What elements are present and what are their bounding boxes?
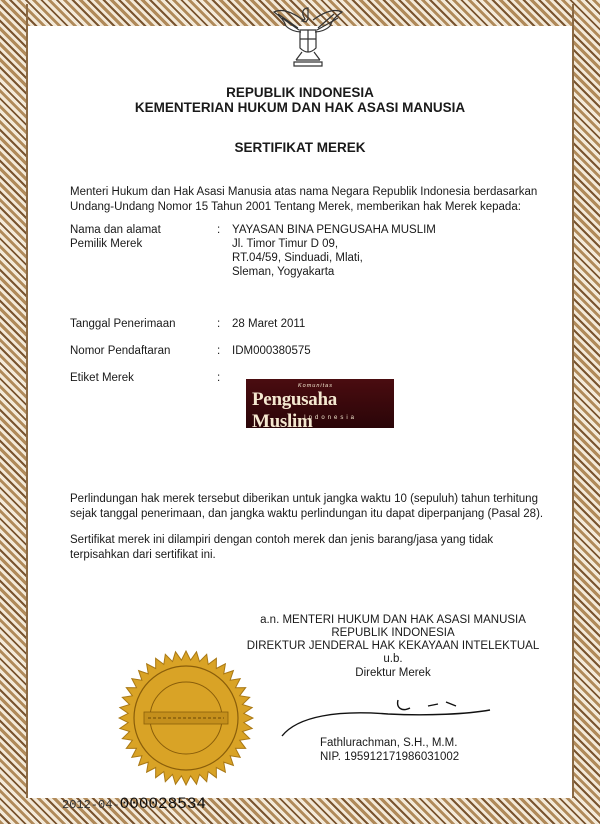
certificate-title: SERTIFIKAT MEREK — [234, 140, 366, 155]
logo-main-text: Pengusaha Muslim — [252, 389, 337, 432]
owner-colon: : — [217, 224, 221, 236]
signature-line-1: a.n. MENTERI HUKUM DAN HAK ASASI MANUSIA — [260, 614, 526, 626]
signature-line-3: DIREKTUR JENDERAL HAK KEKAYAAN INTELEKTUAL — [246, 640, 540, 652]
signatory-name: Fathlurachman, S.H., M.M. — [320, 737, 458, 749]
registration-value: IDM000380575 — [232, 345, 311, 357]
signatory-nip: NIP. 195912171986031002 — [320, 751, 460, 763]
brand-logo — [246, 379, 394, 432]
registration-label: Nomor Pendaftaran — [70, 345, 171, 357]
ministry-heading: KEMENTERIAN HUKUM DAN HAK ASASI MANUSIA — [134, 100, 466, 115]
owner-label-line-2: Pemilik Merek — [70, 238, 143, 250]
serial-number — [62, 795, 206, 813]
signature-line-4: u.b. — [383, 653, 403, 665]
owner-address-line-1: Jl. Timor Timur D 09, — [232, 238, 339, 250]
serial-digits: 000028534 — [119, 795, 207, 813]
date-label: Tanggal Penerimaan — [70, 318, 176, 330]
etiket-label: Etiket Merek — [70, 372, 134, 384]
owner-address-line-3: Sleman, Yogyakarta — [232, 266, 335, 278]
attachment-paragraph: Sertifikat merek ini dilampiri dengan contoh merek dan jenis barang/jasa yang tidak terpisahkan dari sertifikat ini. — [70, 534, 494, 561]
logo-sub-text: Indonesia — [304, 415, 358, 421]
etiket-colon: : — [217, 372, 221, 384]
owner-label-line-1: Nama dan alamat — [70, 224, 161, 236]
gold-seal-icon — [118, 650, 254, 786]
protection-paragraph: Perlindungan hak merek tersebut diberikan untuk jangka waktu 10 (sepuluh) tahun terhitung sejak tanggal penerimaan, dan jangka waktu perlindungan itu dapat diperpanjang (Pasal 28). — [70, 493, 544, 520]
serial-prefix: 2012-04- — [62, 798, 120, 812]
signature-line-5: Direktur Merek — [355, 667, 431, 679]
logo-top-text: Komunitas — [298, 383, 333, 389]
intro-paragraph: Menteri Hukum dan Hak Asasi Manusia atas nama Negara Republik Indonesia berdasarkan Undang-Undang Nomor 15 Tahun 2001 Tentang Merek, memberikan hak Merek kepada: — [70, 186, 538, 213]
registration-colon: : — [217, 345, 221, 357]
country-heading: REPUBLIK INDONESIA — [226, 85, 374, 100]
date-colon: : — [217, 318, 221, 330]
date-value: 28 Maret 2011 — [232, 318, 306, 330]
garuda-emblem-icon — [272, 2, 344, 68]
owner-name: YAYASAN BINA PENGUSAHA MUSLIM — [232, 224, 436, 236]
signature-line-2: REPUBLIK INDONESIA — [331, 627, 455, 639]
owner-address-line-2: RT.04/59, Sinduadi, Mlati, — [232, 252, 363, 264]
